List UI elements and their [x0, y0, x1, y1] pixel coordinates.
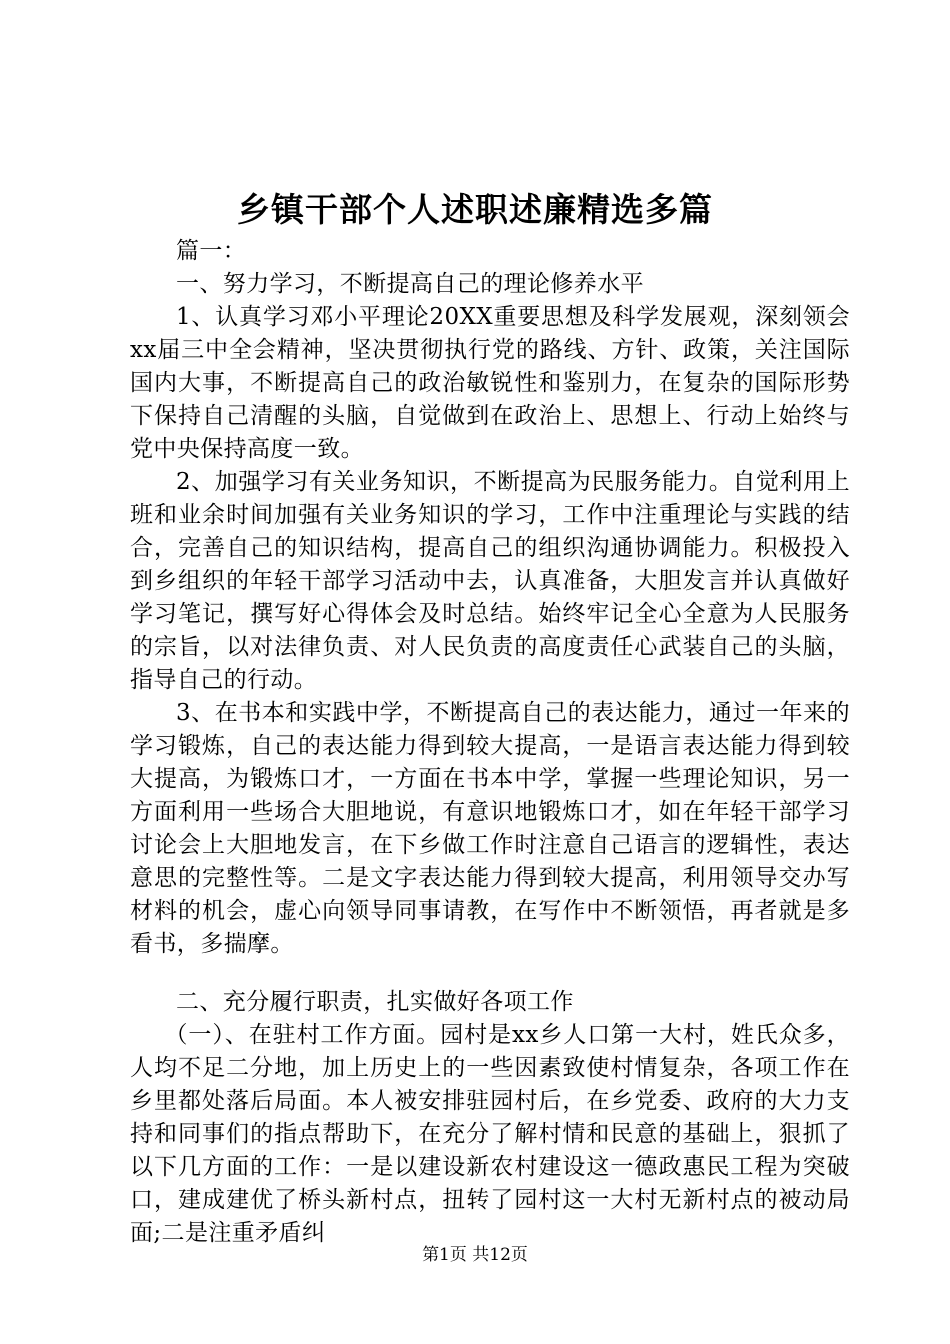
paragraph-1: 1、认真学习邓小平理论20XX重要思想及科学发展观，深刻领会xx届三中全会精神，坚决贯彻执行党的路线、方针、政策，关注国际国内大事，不断提高自己的政治敏锐性和鉴别力，在复杂的国际形势下保持自己清醒的头脑，自觉做到在政治上、思想上、行动上始终与党中央保持高度一致。 [130, 304, 850, 462]
page-number-footer: 第1页 共12页 [422, 1245, 528, 1265]
document-title: 乡镇干部个人述职述廉精选多篇 [237, 190, 713, 229]
paragraph-4: （一）、在驻村工作方面。园村是xx乡人口第一大村，姓氏众多，人均不足二分地，加上历史上的一些因素致使村情复杂，各项工作在乡里都处落后局面。本人被安排驻园村后，在乡党委、政府的大力支持和同事们的指点帮助下，在充分了解村情和民意的基础上，狠抓了以下几方面的工作：一是以建设新农村建设这一德政惠民工程为突破口，建成建优了桥头新村点，扭转了园村这一大村无新村点的被动局面;二是注重矛盾纠 [130, 1022, 850, 1246]
section-heading-1: 一、努力学习，不断提高自己的理论修养水平 [176, 271, 644, 297]
paragraph-3: 3、在书本和实践中学，不断提高自己的表达能力，通过一年来的学习锻炼，自己的表达能力得到较大提高，一是语言表达能力得到较大提高，为锻炼口才，一方面在书本中学，掌握一些理论知识，另一方面利用一些场合大胆地说，有意识地锻炼口才，如在年轻干部学习讨论会上大胆地发言，在下乡做工作时注意自己语言的逻辑性，表达意思的完整性等。二是文字表达能力得到较大提高，利用领导交办写材料的机会，虚心向领导同事请教，在写作中不断领悟，再者就是多看书，多揣摩。 [130, 700, 850, 957]
document-body [130, 235, 850, 1250]
paragraph-spacer [130, 961, 850, 986]
section-heading-2: 二、充分履行职责，扎实做好各项工作 [176, 989, 574, 1015]
section-label: 篇一： [176, 238, 247, 264]
paragraph-2: 2、加强学习有关业务知识，不断提高为民服务能力。自觉利用上班和业余时间加强有关业务知识的学习，工作中注重理论与实践的结合，完善自己的知识结构，提高自己的组织沟通协调能力。积极投入到乡组织的年轻干部学习活动中去，认真准备，大胆发言并认真做好学习笔记，撰写好心得体会及时总结。始终牢记全心全意为人民服务的宗旨，以对法律负责、对人民负责的高度责任心武装自己的头脑，指导自己的行动。 [130, 469, 850, 693]
